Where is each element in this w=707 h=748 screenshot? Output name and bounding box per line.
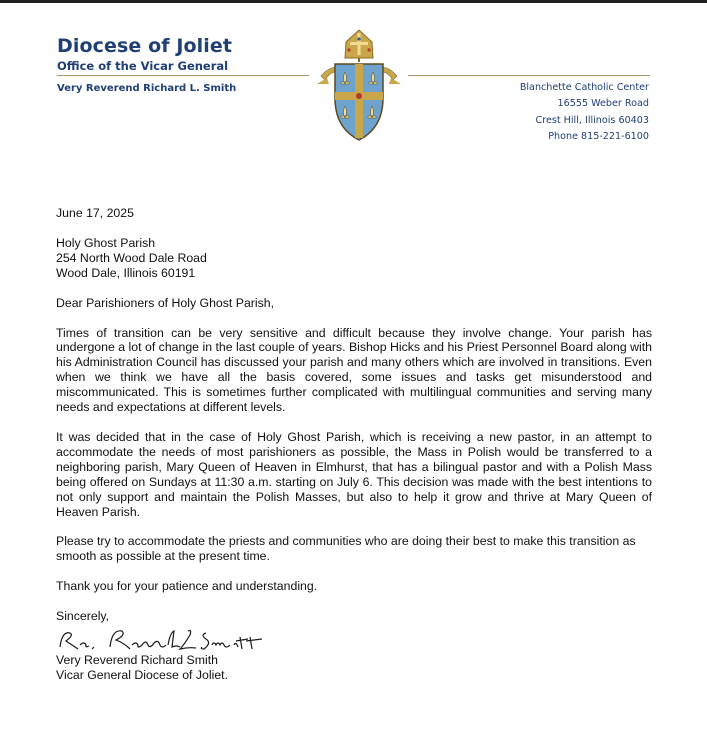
recipient-block <box>56 236 652 281</box>
body-paragraph: It was decided that in the case of Holy Ghost Parish, which is receiving a new pastor, in an attempt to accommodate the needs of most parishioners as possible, the Mass in Polish would be transferred to a neighboring parish, Mary Queen of Heaven in Elmhurst, that has a bilingual pastor and with a Polish Mass being offered on Sundays at 11:30 a.m. starting on July 6. This decision was made with the best intentions to not only support and maintain the Polish Masses, but also to help it grow and thrive at Mary Queen of Heaven Parish. <box>56 429 652 519</box>
top-border <box>0 0 707 3</box>
address-street: 16555 Weber Road <box>557 98 649 110</box>
recipient-line: Wood Dale, Illinois 60191 <box>56 265 196 280</box>
diocese-crest-icon <box>313 28 405 144</box>
letter-date: June 17, 2025 <box>56 206 134 220</box>
address-center: Blanchette Catholic Center <box>519 82 649 93</box>
letterhead-vicar-name: Very Reverend Richard L. Smith <box>57 83 237 94</box>
letterhead-rule-right <box>408 75 650 76</box>
signer-title: Vicar General Diocese of Joliet. <box>56 667 229 682</box>
handwritten-signature <box>56 623 286 653</box>
letterhead-office: Office of the Vicar General <box>57 59 229 73</box>
body-paragraph: Please try to accommodate the priests and communities who are doing their best to make this transition as smooth as possible at the present time. <box>56 534 636 564</box>
letterhead-rule-left <box>57 75 309 76</box>
signer-name: Very Reverend Richard Smith <box>56 653 218 668</box>
signature-image <box>56 623 286 653</box>
body-paragraph: Times of transition can be very sensitive and difficult because they involve change. Your parish has undergone a lot of change in the last couple of years. Bishop Hicks and his Priest Personnel Board along with his Administration Council has discussed your parish and many others which are involved in transitions. Even when we think we have all the basis covered, some issues and tasks get misunderstood and miscommunicated. This is sometimes further complicated with multilingual communities and serving many needs and expectations at different levels. <box>56 325 652 415</box>
closing: Sincerely, <box>56 609 110 624</box>
salutation: Dear Parishioners of Holy Ghost Parish, <box>56 295 275 310</box>
letterhead-org-name: Diocese of Joliet <box>57 35 233 57</box>
letterhead-address <box>520 82 649 147</box>
body-paragraph: Thank you for your patience and understanding. <box>56 579 318 594</box>
recipient-line: 254 North Wood Dale Road <box>56 250 207 265</box>
letter-body <box>56 206 652 683</box>
address-phone: Phone 815-221-6100 <box>548 130 649 142</box>
recipient-line: Holy Ghost Parish <box>56 235 156 250</box>
address-city: Crest Hill, Illinois 60403 <box>535 114 649 126</box>
